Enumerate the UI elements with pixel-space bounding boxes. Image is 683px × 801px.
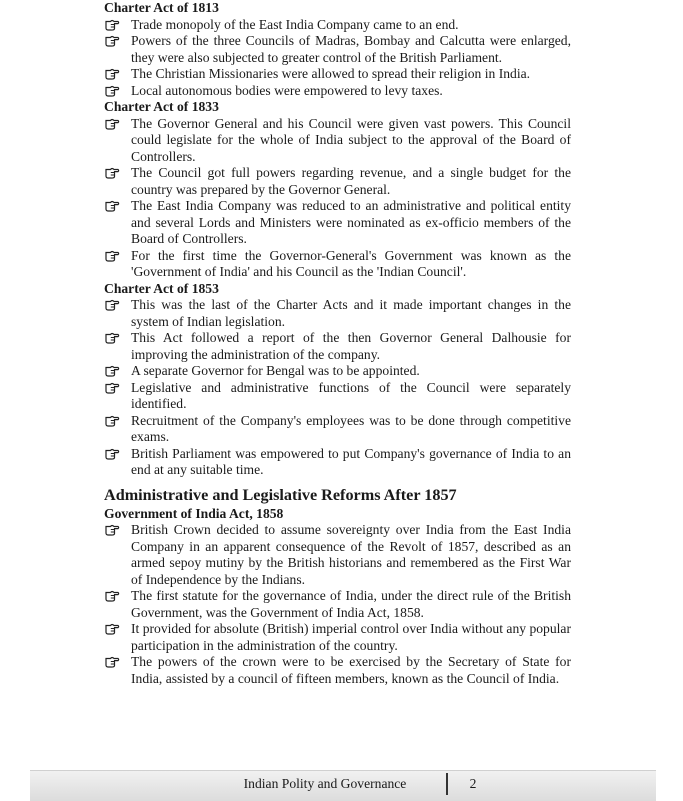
- bullet-list: [104, 17, 571, 100]
- chapter-heading: Administrative and Legislative Reforms After 1857: [104, 485, 457, 504]
- bullet-item: [104, 17, 571, 34]
- bullet-item: [104, 446, 571, 479]
- section-heading: Government of India Act, 1858: [104, 505, 284, 521]
- section-heading: Charter Act of 1853: [104, 280, 219, 296]
- footer-title: Indian Polity and Governance: [243, 776, 407, 791]
- bullet-text: British Crown decided to assume sovereignty over India from the East India Company in an apparent consequence of the Revolt of 1857, described as an armed sepoy mutiny by the British historians and remembered as the First War of Independence by the Indians.: [131, 522, 571, 587]
- bullet-text: This was the last of the Charter Acts and it made important changes in the system of Indian legislation.: [131, 297, 571, 329]
- bullet-text: For the first time the Governor-General's Government was known as the 'Government of India' and his Council as the 'Indian Council'.: [131, 247, 571, 279]
- bullet-text: Local autonomous bodies were empowered to levy taxes.: [131, 82, 443, 98]
- bullet-text: The Governor General and his Council were given vast powers. This Council could legislate for the whole of India subject to the approval of the Board of Controllers.: [131, 115, 571, 164]
- bullet-text: This Act followed a report of the then Governor General Dalhousie for improving the administration of the company.: [131, 330, 571, 362]
- bullet-item: [104, 165, 571, 198]
- bullet-text: The first statute for the governance of India, under the direct rule of the British Government, was the Government of India Act, 1858.: [131, 588, 571, 620]
- bullet-item: [104, 380, 571, 413]
- pointing-hand-icon: [105, 656, 120, 668]
- bullet-text: Legislative and administrative functions of the Council were separately identified.: [131, 379, 571, 411]
- section-charter-1833: [104, 99, 571, 281]
- pointing-hand-icon: [105, 524, 120, 536]
- pointing-hand-icon: [105, 250, 120, 262]
- bullet-item: [104, 33, 571, 66]
- pointing-hand-icon: [105, 19, 120, 31]
- bullet-text: British Parliament was empowered to put Company's governance of India to an end at any suitable time.: [131, 445, 571, 477]
- pointing-hand-icon: [105, 118, 120, 130]
- page-number: 2: [469, 776, 477, 791]
- pointing-hand-icon: [105, 200, 120, 212]
- section-reforms-1857: [104, 485, 571, 688]
- bullet-text: The Christian Missionaries were allowed to spread their religion in India.: [131, 66, 531, 81]
- pointing-hand-icon: [105, 382, 120, 394]
- bullet-item: [104, 116, 571, 166]
- pointing-hand-icon: [105, 35, 120, 47]
- bullet-item: [104, 297, 571, 330]
- bullet-text: The powers of the crown were to be exercised by the Secretary of State for India, assisted by a council of fifteen members, known as the Council of India.: [131, 654, 571, 686]
- bullet-list: [104, 297, 571, 479]
- pointing-hand-icon: [105, 299, 120, 311]
- bullet-text: The Council got full powers regarding revenue, and a single budget for the country was prepared by the Governor General.: [131, 165, 571, 197]
- bullet-item: [104, 83, 571, 100]
- bullet-text: Recruitment of the Company's employees was to be done through competitive exams.: [131, 412, 571, 444]
- bullet-item: [104, 198, 571, 248]
- pointing-hand-icon: [105, 623, 120, 635]
- bullet-list: [104, 116, 571, 281]
- bullet-item: [104, 66, 571, 83]
- bullet-item: [104, 621, 571, 654]
- bullet-item: [104, 248, 571, 281]
- pointing-hand-icon: [105, 332, 120, 344]
- bullet-item: [104, 330, 571, 363]
- section-heading: Charter Act of 1833: [104, 99, 219, 114]
- footer-divider: [446, 773, 448, 795]
- bullet-item: [104, 654, 571, 687]
- bullet-item: [104, 413, 571, 446]
- pointing-hand-icon: [105, 68, 120, 80]
- pointing-hand-icon: [105, 590, 120, 602]
- bullet-text: Trade monopoly of the East India Company came to an end.: [131, 16, 459, 32]
- bullet-list: [104, 522, 571, 687]
- bullet-text: The East India Company was reduced to an administrative and political entity and several Lords and Ministers were nominated as ex-officio members of the Board of Controllers.: [131, 198, 571, 246]
- bullet-item: [104, 363, 571, 380]
- bullet-text: Powers of the three Councils of Madras, Bombay and Calcutta were enlarged, they were also subjected to greater control of the British Parliament.: [131, 33, 571, 65]
- bullet-item: [104, 588, 571, 621]
- pointing-hand-icon: [105, 448, 120, 460]
- bullet-item: [104, 522, 571, 588]
- bullet-text: A separate Governor for Bengal was to be appointed.: [131, 363, 420, 378]
- pointing-hand-icon: [105, 167, 120, 179]
- section-charter-1813: [104, 0, 571, 99]
- pointing-hand-icon: [105, 415, 120, 427]
- page-footer: [30, 770, 656, 801]
- bullet-text: It provided for absolute (British) imperial control over India without any popular participation in the administration of the country.: [131, 621, 571, 653]
- pointing-hand-icon: [105, 85, 120, 97]
- section-heading: Charter Act of 1813: [104, 0, 219, 15]
- pointing-hand-icon: [105, 365, 120, 377]
- section-charter-1853: [104, 281, 571, 479]
